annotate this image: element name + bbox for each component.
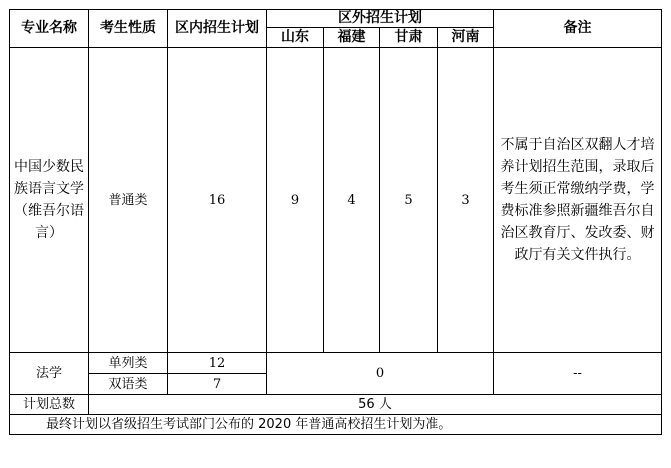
table-row: [10, 353, 662, 374]
student-type-cell: 普通类: [89, 48, 168, 353]
footnote-row: [10, 415, 662, 435]
gansu-count-cell: 5: [380, 48, 438, 353]
header-remark: 备注: [494, 10, 662, 48]
header-province-fujian: 福建: [324, 28, 380, 48]
header-province-gansu: 甘肃: [380, 28, 438, 48]
shandong-count-cell: 9: [267, 48, 324, 353]
header-student-type: 考生性质: [89, 10, 168, 48]
in-region-count-cell: 16: [168, 48, 267, 353]
law-in-region-cell: 7: [168, 374, 267, 395]
law-type-cell: 双语类: [89, 374, 168, 395]
header-out-region-plan: 区外招生计划: [267, 10, 494, 28]
law-out-region-cell: 0: [267, 353, 494, 395]
header-province-shandong: 山东: [267, 28, 324, 48]
header-in-region-plan: 区内招生计划: [168, 10, 267, 48]
remark-cell: 不属于自治区双翻人才培养计划招生范围，录取后考生须正常缴纳学费，学费标准参照新疆维吾尔自治区教育厅、发改委、财政厅有关文件执行。: [494, 48, 662, 353]
header-major: 专业名称: [10, 10, 89, 48]
law-in-region-cell: 12: [168, 353, 267, 374]
major-cell: 中国少数民族语言文学（维吾尔语言）: [10, 48, 89, 353]
footnote: 最终计划以省级招生考试部门公布的 2020 年普通高校招生计划为准。: [10, 415, 662, 435]
total-value: 56 人: [89, 395, 662, 415]
total-row: [10, 395, 662, 415]
total-label: 计划总数: [10, 395, 89, 415]
enrollment-plan-table: [9, 9, 662, 435]
law-type-cell: 单列类: [89, 353, 168, 374]
fujian-count-cell: 4: [324, 48, 380, 353]
henan-count-cell: 3: [438, 48, 494, 353]
law-major-cell: 法学: [10, 353, 89, 395]
header-province-henan: 河南: [438, 28, 494, 48]
table-row: [10, 48, 662, 353]
law-remark-cell: --: [494, 353, 662, 395]
